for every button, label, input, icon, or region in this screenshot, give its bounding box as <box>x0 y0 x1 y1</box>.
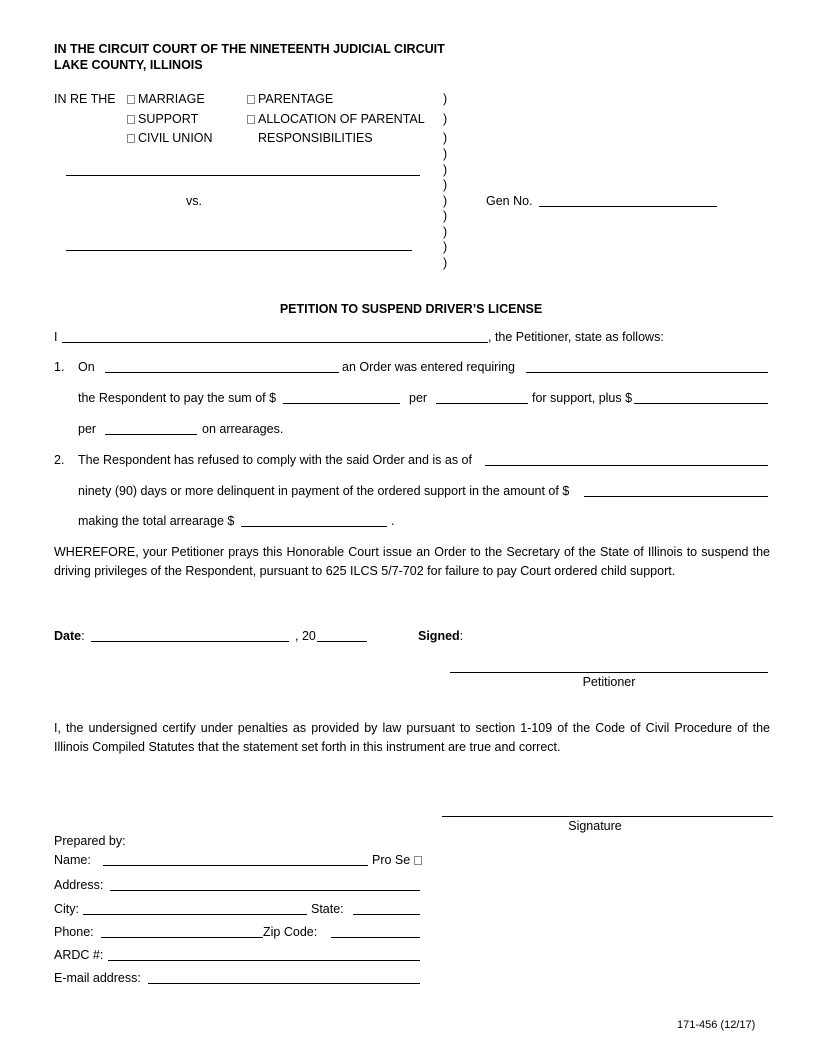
document-title: PETITION TO SUSPEND DRIVER’S LICENSE <box>279 302 543 316</box>
name-label: Name: <box>54 853 91 867</box>
item-1-pay-text: the Respondent to pay the sum of $ <box>78 391 277 405</box>
petitioner-signature-field[interactable] <box>450 672 768 673</box>
petitioner-label: Petitioner <box>582 675 636 689</box>
intro-i: I <box>54 330 58 344</box>
wherefore-paragraph: WHEREFORE, your Petitioner prays this Honorable Court issue an Order to the Secretary of the State of Illinois to suspend the driving privileges of the Respondent, pursuant to 625 ILCS 5/7-702 for failure to pay Court ordered child support. <box>54 545 770 578</box>
caption-paren: ) <box>443 163 448 177</box>
caption-paren: ) <box>443 225 448 239</box>
email-field[interactable] <box>148 983 420 984</box>
allocation-option[interactable] <box>247 112 425 126</box>
item-2-delinquent-text: ninety (90) days or more delinquent in payment of the ordered support in the amount of $ <box>78 484 570 498</box>
signed-row <box>418 629 463 643</box>
arrearage-period-field[interactable] <box>105 434 197 435</box>
caption-paren: ) <box>443 209 448 223</box>
petitioner-name-field[interactable] <box>66 175 420 176</box>
date-colon: : <box>81 629 85 643</box>
item-1-order-text: an Order was entered requiring <box>342 360 516 374</box>
caption-paren: ) <box>443 178 448 192</box>
signed-colon: : <box>459 629 464 643</box>
ardc-label: ARDC #: <box>54 948 104 962</box>
respondent-name-field[interactable] <box>66 250 412 251</box>
marriage-label: MARRIAGE <box>138 92 205 106</box>
signed-label: Signed <box>418 629 460 643</box>
allocation-label: ALLOCATION OF PARENTAL <box>258 112 425 126</box>
zip-field[interactable] <box>331 937 420 938</box>
item-2-text: The Respondent has refused to comply with the said Order and is as of <box>78 453 472 467</box>
item-1-support-text: for support, plus $ <box>532 391 633 405</box>
intro-text: , the Petitioner, state as follows: <box>488 330 664 344</box>
item-1-per-2: per <box>78 422 97 436</box>
certification-paragraph: I, the undersigned certify under penalties as provided by law pursuant to section 1-109 of the Code of Civil Procedure of the Illinois Compiled Statutes that the statement set forth in this instrument are true and correct. <box>54 721 770 754</box>
versus-label: vs. <box>186 194 202 208</box>
gen-no-label: Gen No. <box>486 194 533 208</box>
email-label: E-mail address: <box>54 971 141 985</box>
parentage-label: PARENTAGE <box>258 92 334 106</box>
support-option[interactable] <box>127 112 198 126</box>
parentage-checkbox[interactable] <box>247 95 255 104</box>
delinquency-date-field[interactable] <box>485 465 768 466</box>
item-1-arrearages-text: on arrearages. <box>202 422 284 436</box>
state-field[interactable] <box>353 914 420 915</box>
support-amount-field[interactable] <box>283 403 400 404</box>
form-code: 171-456 (12/17) <box>677 1019 756 1031</box>
year-prefix: , 20 <box>295 629 316 643</box>
certification-signature-field[interactable] <box>442 816 773 817</box>
phone-label: Phone: <box>54 925 94 939</box>
support-period-field[interactable] <box>436 403 528 404</box>
marriage-checkbox[interactable] <box>127 95 135 104</box>
allocation-checkbox[interactable] <box>247 115 255 124</box>
pro-se-option[interactable] <box>372 853 425 867</box>
year-field[interactable] <box>317 641 367 642</box>
caption-paren: ) <box>443 194 448 208</box>
date-row <box>54 629 85 643</box>
date-label: Date <box>54 629 82 643</box>
county-name: LAKE COUNTY, ILLINOIS <box>54 58 203 72</box>
phone-field[interactable] <box>101 937 263 938</box>
parentage-option[interactable] <box>247 92 333 106</box>
item-2-total-text: making the total arrearage $ <box>78 514 235 528</box>
item-1-per: per <box>409 391 428 405</box>
caption-paren: ) <box>443 147 448 161</box>
civil-union-label: CIVIL UNION <box>138 131 213 145</box>
caption-paren: ) <box>443 92 448 106</box>
ardc-field[interactable] <box>108 960 420 961</box>
support-checkbox[interactable] <box>127 115 135 124</box>
caption-paren: ) <box>443 112 448 126</box>
order-requirement-field[interactable] <box>526 372 768 373</box>
civil-union-checkbox[interactable] <box>127 134 135 143</box>
address-field[interactable] <box>110 890 420 891</box>
civil-union-option[interactable] <box>127 131 213 145</box>
arrearage-amount-field[interactable] <box>634 403 768 404</box>
item-2-period: . <box>391 514 395 528</box>
signature-label: Signature <box>568 819 622 833</box>
item-2-number: 2. <box>54 453 65 467</box>
city-label: City: <box>54 902 79 916</box>
gen-no-field[interactable] <box>539 206 717 207</box>
delinquent-amount-field[interactable] <box>584 496 768 497</box>
responsibilities-label: RESPONSIBILITIES <box>258 131 373 145</box>
address-label: Address: <box>54 878 104 892</box>
pro-se-label: Pro Se <box>372 853 411 867</box>
prepared-by-heading: Prepared by: <box>54 834 126 848</box>
item-1-number: 1. <box>54 360 65 374</box>
zip-label: Zip Code: <box>263 925 318 939</box>
caption-paren: ) <box>443 131 448 145</box>
support-label: SUPPORT <box>138 112 199 126</box>
city-field[interactable] <box>83 914 307 915</box>
total-arrearage-field[interactable] <box>241 526 387 527</box>
in-re-label: IN RE THE <box>54 92 116 106</box>
item-1-on: On <box>78 360 95 374</box>
petitioner-statement-name-field[interactable] <box>62 342 488 343</box>
date-field[interactable] <box>91 641 289 642</box>
pro-se-checkbox[interactable] <box>414 856 422 865</box>
preparer-name-field[interactable] <box>103 865 368 866</box>
order-date-field[interactable] <box>105 372 339 373</box>
state-label: State: <box>311 902 344 916</box>
marriage-option[interactable] <box>127 92 205 106</box>
caption-paren: ) <box>443 256 448 270</box>
caption-paren: ) <box>443 240 448 254</box>
court-name: IN THE CIRCUIT COURT OF THE NINETEENTH JUDICIAL CIRCUIT <box>54 42 445 56</box>
